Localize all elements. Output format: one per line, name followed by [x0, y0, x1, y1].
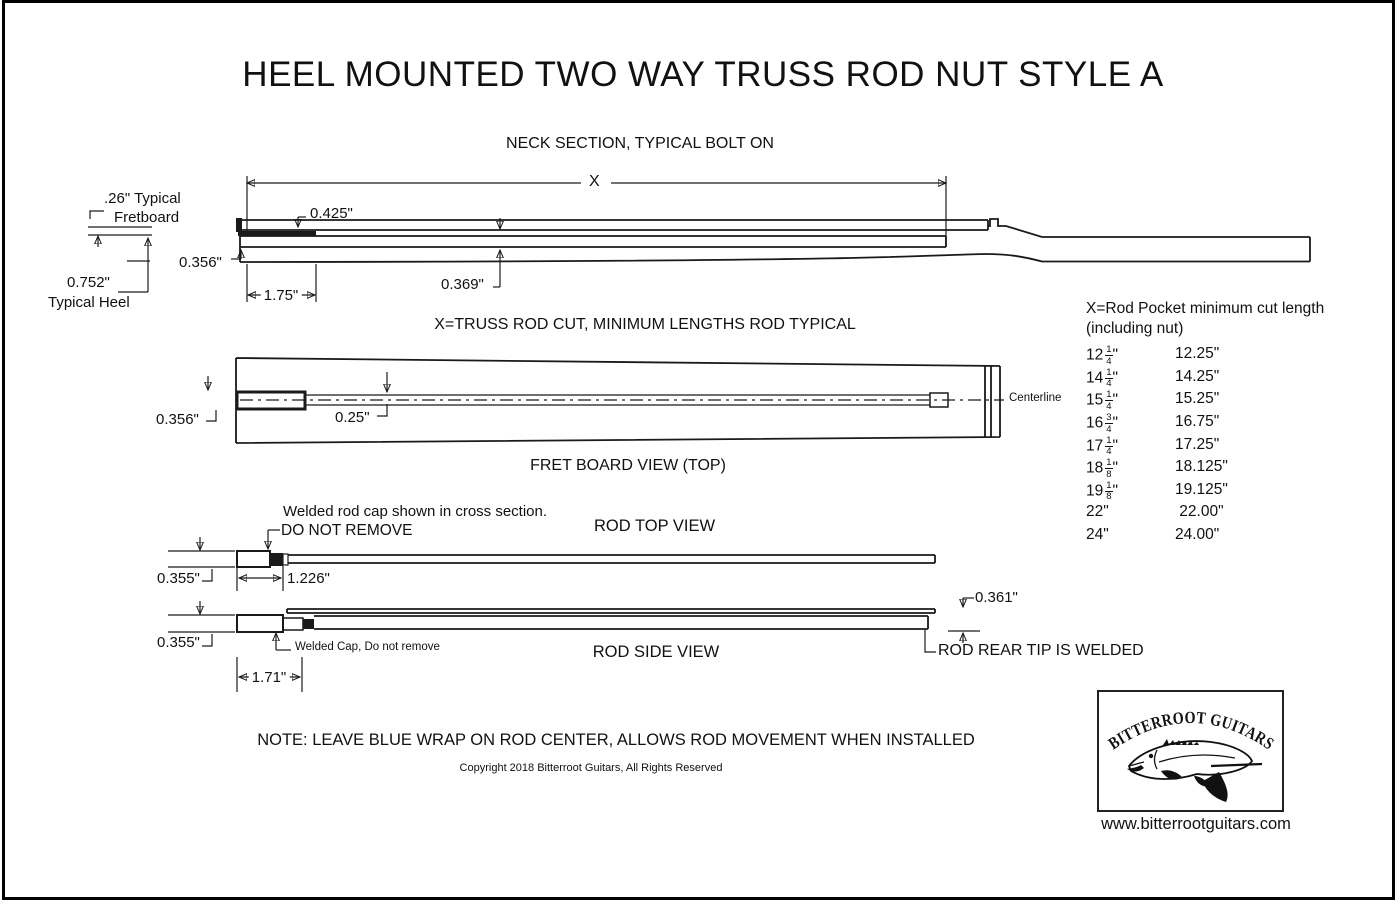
decimal-size-cell: 14.25": [1175, 367, 1220, 385]
fraction-size-cell: 19 $\frac{1}{8}$ ": [1086, 479, 1119, 503]
decimal-size-cell: 17.25": [1175, 435, 1220, 453]
decimal-size-cell: 22.00": [1175, 503, 1224, 521]
neck-section-drawing: [88, 176, 1310, 302]
welded-cap-note-line1: Welded rod cap shown in cross section.: [283, 503, 548, 520]
dim-fretboard-thickness: .26" Typical: [104, 190, 181, 207]
decimal-size-cell: 12.25": [1175, 345, 1220, 363]
table-header-line1: X=Rod Pocket minimum cut length: [1086, 300, 1325, 317]
size-table-row: [1086, 503, 1346, 526]
fraction-size-cell: 16 $\frac{3}{4}$ ": [1086, 412, 1119, 435]
welded-cap-label: Welded Cap, Do not remove: [295, 641, 440, 653]
size-table-row: [1086, 481, 1346, 504]
fraction-size-cell: 24": [1086, 526, 1109, 544]
page-title: HEEL MOUNTED TWO WAY TRUSS ROD NUT STYLE A: [242, 55, 1164, 94]
fraction-size-cell: 22": [1086, 503, 1109, 521]
rod-side-view-drawing: [168, 598, 980, 692]
dim-heel-word: Typical Heel: [48, 294, 130, 311]
dim-x-label: X: [589, 173, 600, 190]
svg-text:BITTERROOT GUITARS: BITTERROOT GUITARS: [1104, 707, 1280, 755]
dim-fb-rod-width: 0.356": [156, 411, 199, 428]
dim-neck-rod-height: 0.356": [179, 254, 222, 271]
dim-heel-length: 1.75": [261, 287, 302, 304]
copyright-text: Copyright 2018 Bitterroot Guitars, All Rights Reserved: [459, 762, 723, 774]
dim-rear-tip-height: 0.361": [975, 589, 1018, 606]
dim-fb-channel-width: 0.25": [335, 409, 370, 426]
welded-cap-note-line2: DO NOT REMOVE: [281, 522, 413, 539]
rod-length-table: [1086, 299, 1346, 549]
fretboard-view-drawing: [206, 358, 1004, 443]
fraction-size-cell: 17 $\frac{1}{4}$ ": [1086, 434, 1119, 458]
table-header-line2: (including nut): [1086, 320, 1184, 338]
decimal-size-cell: 16.75": [1175, 413, 1220, 431]
fretboard-view-caption: FRET BOARD VIEW (TOP): [530, 457, 726, 474]
fraction-size-cell: 14 $\frac{1}{4}$ ": [1086, 366, 1119, 390]
size-table-row: [1086, 345, 1346, 368]
decimal-size-cell: 15.25": [1175, 390, 1220, 408]
decimal-size-cell: 19.125": [1175, 480, 1228, 498]
rear-tip-label: ROD REAR TIP IS WELDED: [938, 642, 1144, 659]
brand-logo: [1097, 690, 1284, 812]
neck-section-caption: NECK SECTION, TYPICAL BOLT ON: [506, 135, 774, 152]
size-table-row: [1086, 368, 1346, 391]
website-text: www.bitterrootguitars.com: [1101, 815, 1291, 833]
dim-pocket-depth-rear: 0.369": [441, 276, 484, 293]
size-table-row: [1086, 458, 1346, 481]
fraction-size-cell: 12 $\frac{1}{4}$ ": [1086, 344, 1119, 367]
dim-pocket-depth-front: 0.425": [310, 205, 353, 222]
dim-heel-thickness: 0.752": [67, 274, 110, 291]
centerline-label: Centerline: [1009, 392, 1062, 404]
fraction-size-cell: 18 $\frac{1}{8}$ ": [1086, 457, 1119, 480]
decimal-size-cell: 18.125": [1175, 458, 1228, 476]
rod-side-view-caption: ROD SIDE VIEW: [592, 643, 720, 661]
blue-wrap-note: NOTE: LEAVE BLUE WRAP ON ROD CENTER, ALLOWS ROD MOVEMENT WHEN INSTALLED: [257, 731, 975, 749]
dim-rod-top-width: 0.355": [157, 570, 200, 587]
truss-rod-cut-caption: X=TRUSS ROD CUT, MINIMUM LENGTHS ROD TYPICAL: [434, 316, 856, 333]
fish-logo-icon: [1099, 692, 1282, 810]
size-table-row: [1086, 526, 1346, 549]
table-rows: [1086, 345, 1346, 548]
dim-cap-length: 1.226": [287, 570, 330, 587]
dim-rod-side-height: 0.355": [157, 634, 200, 651]
decimal-size-cell: 24.00": [1175, 526, 1220, 544]
size-table-row: [1086, 413, 1346, 436]
size-table-row: [1086, 436, 1346, 459]
rod-top-view-caption: ROD TOP VIEW: [594, 517, 716, 535]
fraction-size-cell: 15 $\frac{1}{4}$ ": [1086, 389, 1119, 412]
size-table-row: [1086, 390, 1346, 413]
dim-nut-length: 1.71": [249, 669, 290, 686]
dim-fretboard-word: Fretboard: [114, 209, 180, 226]
